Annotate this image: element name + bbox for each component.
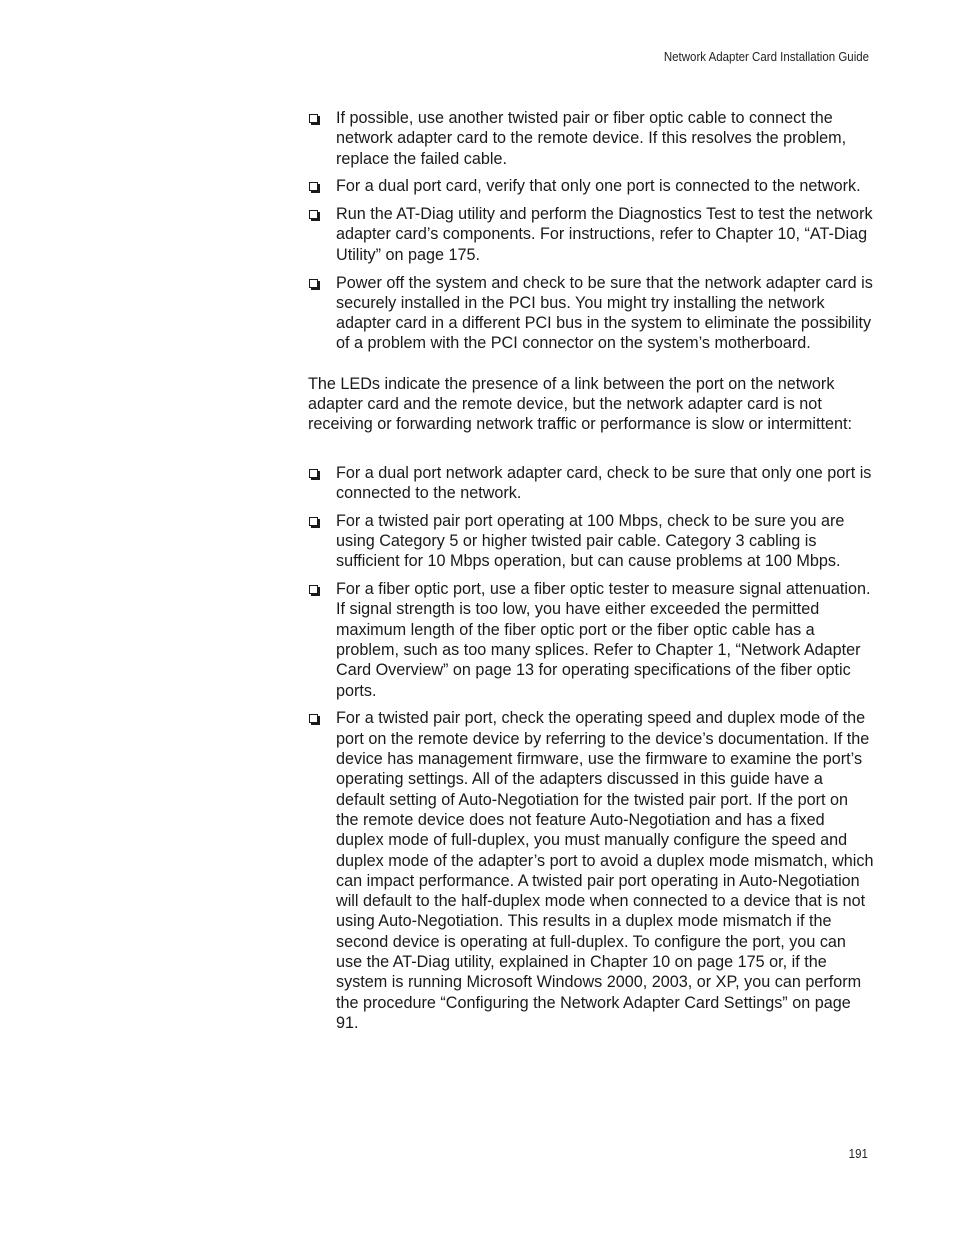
list-item bbox=[308, 273, 874, 354]
list-item bbox=[308, 108, 874, 169]
checkbox-bullet-icon bbox=[309, 585, 318, 594]
list-item-text: For a twisted pair port, check the operating speed and duplex mode of the port on the remote device by referring to the device’s documentation. If the device has management firmware, use the firmware to examine the port’s operating settings. All of the adapters discussed in this guide have a default setting of Auto-Negotiation for the twisted pair port. If the port on the remote device does not feature Auto-Negotiation and has a fixed duplex mode of full-duplex, you must manually configure the speed and duplex mode of the adapter’s port to avoid a duplex mode mismatch, which can impact performance. A twisted pair port operating in Auto-Negotiation will default to the half-duplex mode when connected to a device that is not using Auto-Negotiation. This results in a duplex mode mismatch if the second device is operating at full-duplex. To configure the port, you can use the AT-Diag utility, explained in Chapter 10 on page 175 or, if the system is running Microsoft Windows 2000, 2003, or XP, you can perform the procedure “Configuring the Network Adapter Card Settings” on page 91. bbox=[336, 709, 874, 1032]
body-paragraph: The LEDs indicate the presence of a link between the port on the network adapter card and the remote device, but the network adapter card is not receiving or forwarding network traffic or performance is slow or intermittent: bbox=[308, 374, 852, 434]
running-header: Network Adapter Card Installation Guide bbox=[663, 50, 869, 64]
checkbox-bullet-icon bbox=[309, 469, 318, 478]
page-number: 191 bbox=[848, 1147, 868, 1161]
list-item-text: For a dual port network adapter card, check to be sure that only one port is connected to the network. bbox=[336, 463, 872, 502]
checkbox-bullet-icon bbox=[309, 182, 318, 191]
list-item bbox=[308, 511, 874, 572]
list-item-text: Run the AT-Diag utility and perform the Diagnostics Test to test the network adapter card’s components. For instructions, refer to Chapter 10, “AT-Diag Utility” on page 175. bbox=[336, 205, 873, 264]
list-item bbox=[308, 708, 874, 1033]
list-item-text: For a fiber optic port, use a fiber optic tester to measure signal attenuation. If signal strength is too low, you have either exceeded the permitted maximum length of the fiber optic port or the fiber optic cable has a problem, such as too many splices. Refer to Chapter 1, “Network Adapter Card Overview” on page 13 for operating specifications of the fiber optic ports. bbox=[336, 580, 871, 700]
checkbox-bullet-icon bbox=[309, 714, 318, 723]
checkbox-bullet-icon bbox=[309, 279, 318, 288]
checklist-1 bbox=[308, 108, 874, 354]
list-item-text: For a twisted pair port operating at 100 Mbps, check to be sure you are using Category 5 or higher twisted pair cable. Category 3 cabling is sufficient for 10 Mbps operation, but can cause problems at 100 Mbps. bbox=[336, 511, 845, 571]
list-item bbox=[308, 463, 874, 504]
list-item bbox=[308, 204, 874, 265]
list-item bbox=[308, 579, 874, 701]
page-content bbox=[308, 108, 874, 1041]
list-item bbox=[308, 176, 874, 196]
checkbox-bullet-icon bbox=[309, 114, 318, 123]
checklist-2 bbox=[308, 463, 874, 1034]
checkbox-bullet-icon bbox=[309, 210, 318, 219]
checkbox-bullet-icon bbox=[309, 517, 318, 526]
list-item-text: Power off the system and check to be sure that the network adapter card is securely installed in the PCI bus. You might try installing the network adapter card in a different PCI bus in the system to eliminate the possibility of a problem with the PCI connector on the system’s motherboard. bbox=[336, 273, 873, 353]
list-item-text: If possible, use another twisted pair or fiber optic cable to connect the network adapter card to the remote device. If this resolves the problem, replace the failed cable. bbox=[336, 109, 847, 168]
list-item-text: For a dual port card, verify that only one port is connected to the network. bbox=[336, 177, 861, 196]
